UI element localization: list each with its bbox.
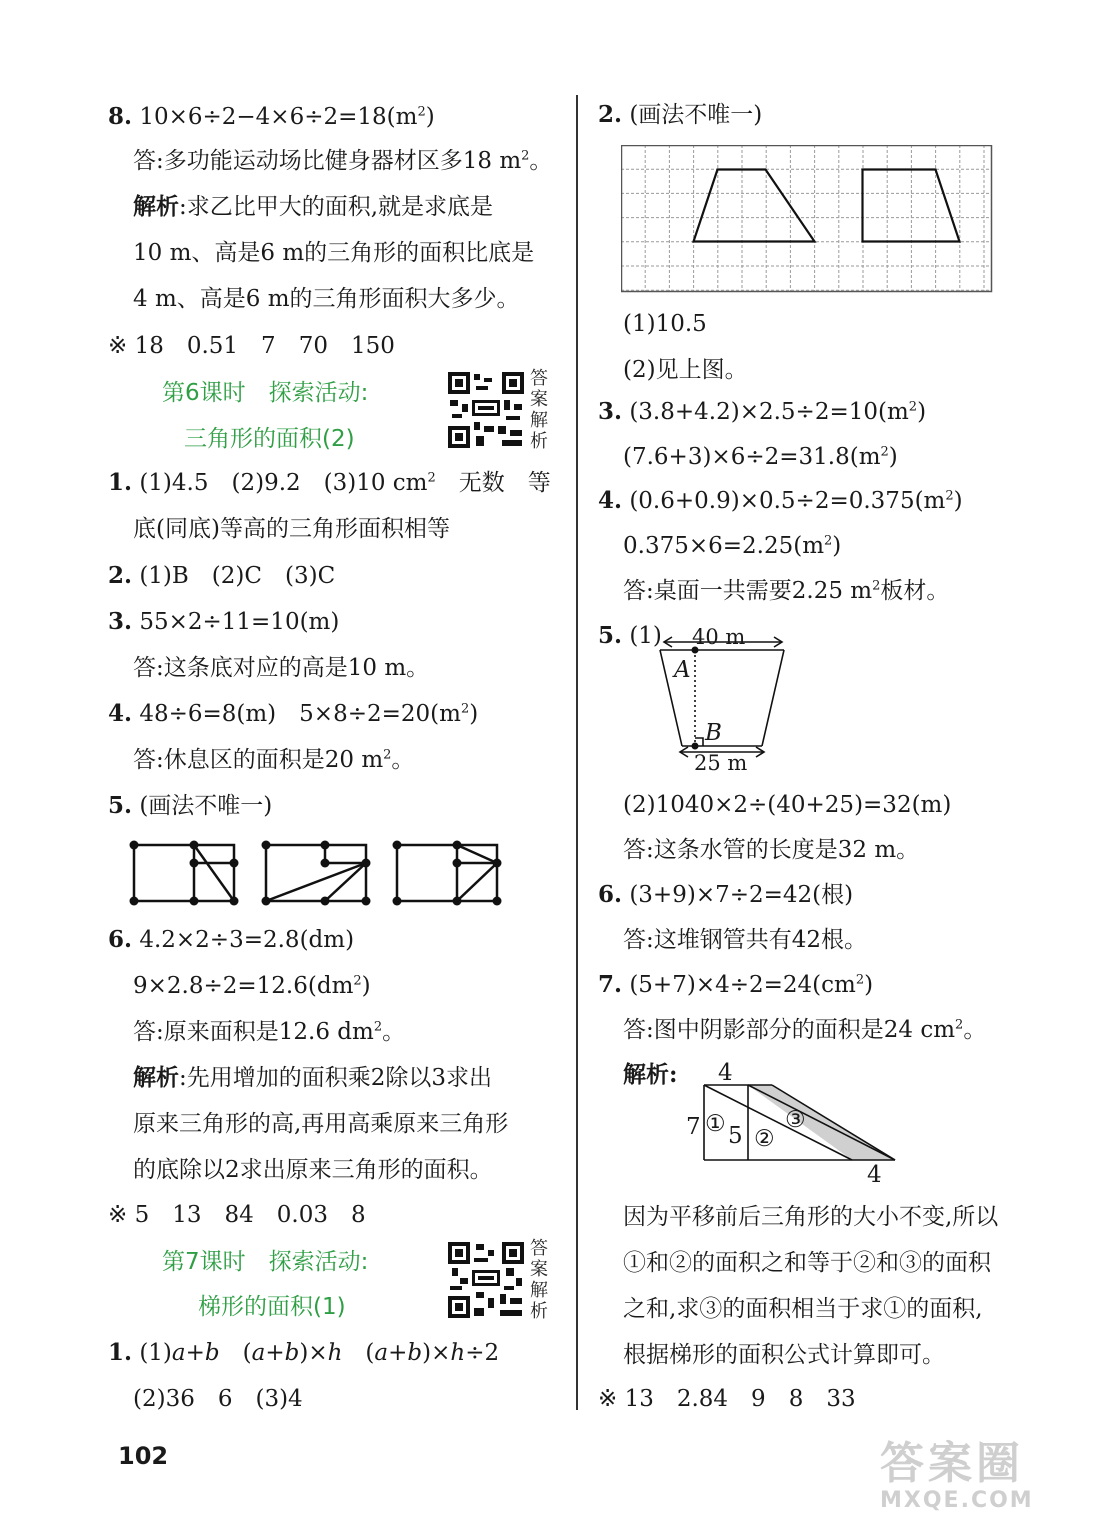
problem-3-line-2: $(7.6+3)\times 6\div 2=31.8(m^2)$ — [623, 444, 898, 470]
region-2-label: ② — [754, 1126, 775, 1152]
problem-5: 5. (1) — [598, 622, 662, 649]
problem-7-explanation-3: 之和,求③的面积相当于求①的面积, — [623, 1296, 983, 1322]
problem-7: 7. $(5+7)\times 4\div 2=24(cm^2)$ — [598, 971, 874, 998]
problem-4: 4. $(0.6+0.9)\times 0.5\div 2=0.375(m^2)$ — [598, 487, 963, 514]
problem-2: 2. (画法不唯一) — [598, 101, 763, 128]
qr-code-icon[interactable] — [446, 1240, 526, 1320]
region-1-label: ① — [705, 1111, 726, 1137]
watermark-url: MXQE.COM — [880, 1488, 1034, 1513]
lesson-7-subtitle: 梯形的面积(1) — [198, 1294, 346, 1320]
lesson-7-title: 第7课时 探索活动: — [162, 1249, 369, 1275]
extra-answers-2: ※ 5 13 84 0.03 8 — [108, 1202, 366, 1228]
pipe-bottom-length: 25 m — [694, 751, 748, 775]
region-3-label: ③ — [785, 1107, 806, 1133]
watermark-title: 答案圈 — [880, 1438, 1024, 1489]
qr-label: 答案解析 — [530, 1238, 548, 1322]
problem-8-equation: 8. $10\times 6\div 2-4\times 6\div 2=18(m^2)$ — [108, 103, 435, 130]
problem-2-part-1: (1)10.5 — [623, 311, 707, 337]
lesson6-problem-6-analysis-2: 原来三角形的高,再用高乘原来三角形 — [133, 1111, 509, 1137]
lesson7-problem-1-line-2: (2)36 6 (3)4 — [133, 1386, 303, 1412]
problem-7-explanation-1: 因为平移前后三角形的大小不变,所以 — [623, 1204, 999, 1230]
point-a-label: A — [674, 657, 691, 683]
extra-answers-1: ※ 18 0.51 7 70 150 — [108, 333, 395, 359]
lesson6-problem-6: 6. 4.2×2÷3=2.8(dm) — [108, 926, 355, 953]
problem-2-part-2: (2)见上图。 — [623, 357, 748, 383]
problem-8-analysis-line-1: 解析:求乙比甲大的面积,就是求底是 — [133, 193, 494, 220]
lesson6-problem-2: 2. (1)B (2)C (3)C — [108, 562, 336, 589]
qr-label: 答案解析 — [530, 368, 548, 452]
qr-code-icon[interactable] — [446, 370, 526, 450]
figure-top-length: 4 — [718, 1060, 733, 1086]
point-b-label: B — [705, 720, 722, 746]
lesson6-problem-3: 3. 55×2÷11=10(m) — [108, 608, 340, 635]
lesson6-problem-6-line-2: $9\times 2.8\div 2=12.6(dm^2)$ — [133, 973, 371, 999]
lesson6-problem-4-answer: 答:休息区的面积是20 $m^2$。 — [133, 747, 415, 773]
problem-3: 3. $(3.8+4.2)\times 2.5\div 2=10(m^2)$ — [598, 398, 927, 425]
rectangle-division-diagrams — [125, 835, 510, 910]
lesson-6-title: 第6课时 探索活动: — [162, 380, 369, 406]
column-divider — [576, 95, 578, 1410]
figure-bottom-length: 4 — [867, 1162, 882, 1188]
problem-7-explanation-2: ①和②的面积之和等于②和③的面积 — [623, 1250, 991, 1276]
lesson6-problem-5: 5. (画法不唯一) — [108, 792, 273, 819]
problem-7-analysis-label: 解析: — [623, 1061, 678, 1088]
problem-5-answer: 答:这条水管的长度是32 m。 — [623, 837, 920, 863]
lesson6-problem-6-answer: 答:原来面积是12.6 $dm^2$。 — [133, 1019, 406, 1045]
lesson-6-subtitle: 三角形的面积(2) — [184, 426, 355, 452]
trapezoid-grid-figure — [621, 145, 993, 293]
watermark-logo — [880, 1440, 1080, 1530]
lesson6-problem-3-answer: 答:这条底对应的高是10 m。 — [133, 655, 430, 681]
problem-number: 8. — [108, 103, 133, 130]
lesson6-problem-6-analysis-3: 的底除以2求出原来三角形的面积。 — [133, 1157, 493, 1183]
problem-4-answer: 答:桌面一共需要2.25 $m^2$板材。 — [623, 578, 950, 604]
problem-7-explanation-4: 根据梯形的面积公式计算即可。 — [623, 1342, 945, 1368]
problem-8-analysis-line-3: 4 m、高是6 m的三角形面积大多少。 — [133, 286, 520, 312]
lesson7-problem-1: 1. (1)a+b (a+b)×h (a+b)×h÷2 — [108, 1339, 500, 1366]
lesson6-problem-1: 1. (1)4.5 (2)9.2 (3)10 $cm^2$ 无数 等 — [108, 469, 551, 496]
extra-answers-3: ※ 13 2.84 9 8 33 — [598, 1386, 856, 1412]
figure-left-length: 7 — [686, 1114, 701, 1140]
problem-6: 6. (3+9)×7÷2=42(根) — [598, 881, 854, 908]
lesson6-problem-1-line-2: 底(同底)等高的三角形面积相等 — [133, 516, 450, 542]
figure-mid-length: 5 — [728, 1123, 743, 1149]
lesson6-problem-6-analysis-1: 解析:先用增加的面积乘2除以3求出 — [133, 1064, 493, 1091]
problem-4-line-2: $0.375\times 6=2.25(m^2)$ — [623, 533, 842, 559]
page-number: 102 — [118, 1442, 169, 1470]
lesson6-problem-4: 4. 48÷6=8(m) $5\times 8\div 2=20(m^2)$ — [108, 700, 479, 727]
problem-6-answer: 答:这堆钢管共有42根。 — [623, 927, 868, 953]
problem-8-analysis-line-2: 10 m、高是6 m的三角形的面积比底是 — [133, 240, 535, 266]
problem-8-answer: 答:多功能运动场比健身器材区多18 $m^2$。 — [133, 148, 553, 174]
problem-7-answer: 答:图中阴影部分的面积是24 $cm^2$。 — [623, 1017, 987, 1043]
pipe-top-length: 40 m — [692, 625, 746, 649]
problem-5-part-2: (2)1040×2÷(40+25)=32(m) — [623, 792, 952, 818]
